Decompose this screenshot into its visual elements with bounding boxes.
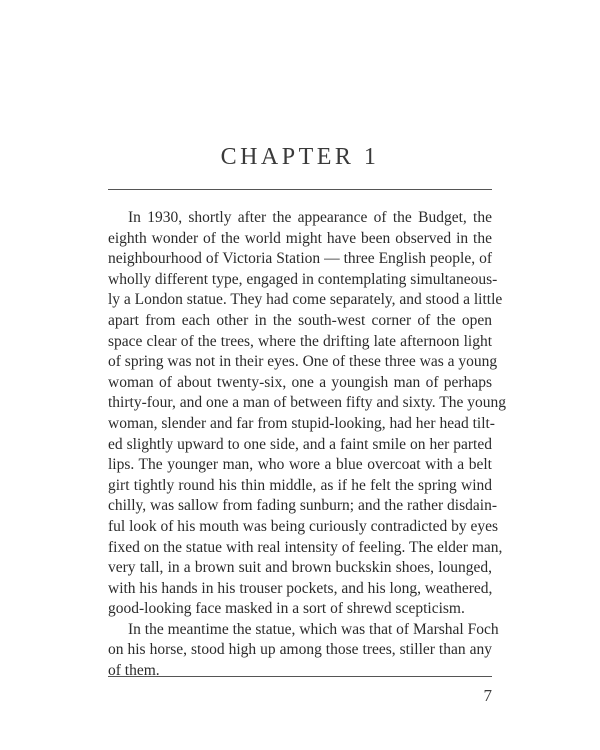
text-line: of spring was not in their eyes. One of these three was a young [108, 353, 498, 371]
top-divider [108, 189, 492, 190]
text-line: very tall, in a brown suit and brown buckskin shoes, lounged, [108, 559, 492, 577]
text-line: chilly, was sallow from fading sunburn; and the rather disdain- [108, 497, 497, 515]
chapter-heading: CHAPTER 1 [220, 144, 380, 170]
text-line: ed slightly upward to one side, and a faint smile on her parted [108, 435, 492, 453]
text-line: woman of about twenty-six, one a youngish man of perhaps [108, 373, 492, 391]
text-line: good-looking face masked in a sort of shrewd scepticism. [108, 600, 465, 618]
text-line: with his hands in his trouser pockets, and his long, weathered, [108, 579, 493, 597]
text-line: lips. The younger man, who wore a blue overcoat with a belt [108, 456, 492, 474]
text-line: fixed on the statue with real intensity of feeling. The elder man, [108, 538, 503, 556]
bottom-divider [108, 676, 492, 677]
text-line: of them. [108, 662, 160, 680]
text-line: on his horse, stood high up among those trees, stiller than any [108, 641, 492, 659]
text-line: wholly different type, engaged in contemplating simultaneous- [108, 270, 498, 288]
text-line: ly a London statue. They had come separately, and stood a little [108, 291, 503, 309]
text-line: space clear of the trees, where the drifting late afternoon light [108, 332, 492, 350]
text-line: In 1930, shortly after the appearance of the Budget, the [128, 209, 492, 226]
text-line: ful look of his mouth was being curiously contradicted by eyes [108, 517, 499, 535]
text-line: thirty-four, and one a man of between fifty and sixty. The young [108, 394, 506, 412]
text-line: In the meantime the statue, which was that of Marshal Foch [128, 620, 499, 638]
page-number: 7 [483, 686, 492, 705]
text-line: girt tightly round his thin middle, as if he felt the spring wind [108, 476, 492, 494]
text-line: neighbourhood of Victoria Station — three English people, of [108, 250, 492, 268]
paragraph-2 [108, 620, 499, 682]
text-line: woman, slender and far from stupid-looking, had her head tilt- [108, 414, 495, 432]
body-text [108, 208, 506, 682]
text-line: eighth wonder of the world might have been observed in the [108, 229, 492, 247]
paragraph-1 [108, 208, 506, 620]
text-line: apart from each other in the south-west corner of the open [108, 311, 492, 329]
